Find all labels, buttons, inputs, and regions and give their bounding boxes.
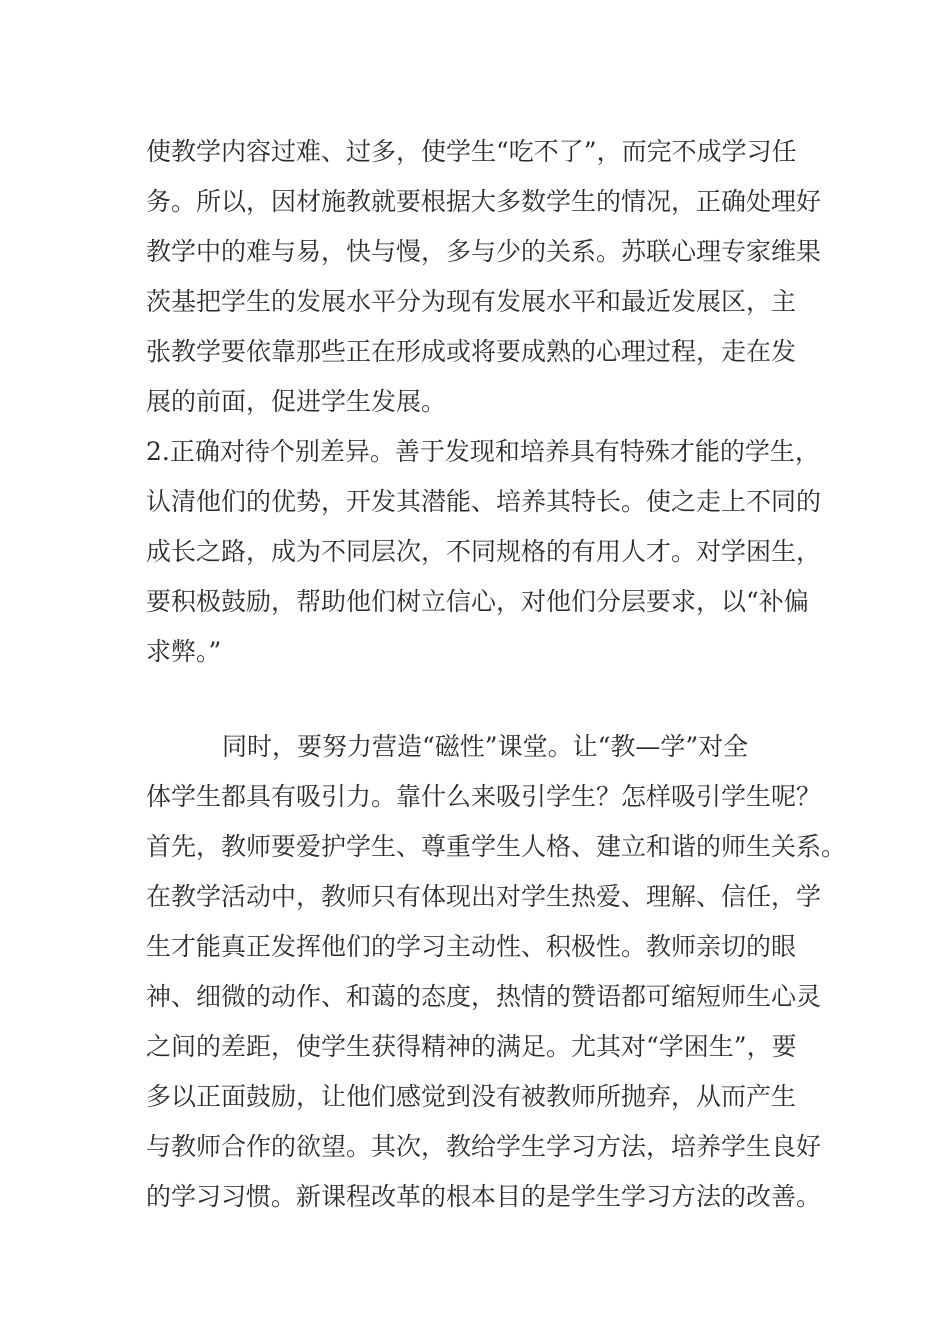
- text-line: 务。所以，因材施教就要根据大多数学生的情况，正确处理好: [146, 187, 822, 216]
- text-line: 多以正面鼓励，让他们感觉到没有被教师所抛弃，从而产生: [146, 1082, 797, 1111]
- text-line: 张教学要依靠那些正在形成或将要成熟的心理过程，走在发: [146, 337, 797, 366]
- text-line: 之间的差距，使学生获得精神的满足。尤其对“学困生”，要: [146, 1032, 797, 1061]
- text-line: 生才能真正发挥他们的学习主动性、积极性。教师亲切的眼: [146, 932, 797, 961]
- text-line: 在教学活动中，教师只有体现出对学生热爱、理解、信任，学: [146, 882, 822, 911]
- text-line: 体学生都具有吸引力。靠什么来吸引学生？怎样吸引学生呢？: [146, 782, 822, 811]
- text-line: 教学中的难与易，快与慢，多与少的关系。苏联心理专家维果: [146, 237, 822, 266]
- text-line: 首先，教师要爱护学生、尊重学生人格、建立和谐的师生关系。: [146, 832, 847, 861]
- text-line: 使教学内容过难、过多，使学生“吃不了”，而完不成学习任: [146, 137, 797, 166]
- text-line: 与教师合作的欲望。其次，教给学生学习方法，培养学生良好: [146, 1132, 822, 1161]
- text-line: 要积极鼓励，帮助他们树立信心，对他们分层要求，以“补偏: [146, 587, 809, 616]
- text-line-indented: 同时，要努力营造“磁性”课堂。让“教—学”对全: [222, 732, 749, 761]
- text-line: 成长之路，成为不同层次，不同规格的有用人才。对学困生，: [146, 537, 822, 566]
- text-line: 展的前面，促进学生发展。: [146, 387, 447, 416]
- text-line: 的学习习惯。新课程改革的根本目的是学生学习方法的改善。: [146, 1182, 822, 1211]
- text-line: 认清他们的优势，开发其潜能、培养其特长。使之走上不同的: [146, 487, 822, 516]
- text-line: 茨基把学生的发展水平分为现有发展水平和最近发展区，主: [146, 287, 797, 316]
- paragraph-section-2: [146, 722, 847, 1222]
- text-line: 神、细微的动作、和蔼的态度，热情的赞语都可缩短师生心灵: [146, 982, 822, 1011]
- text-line: 求弊。”: [146, 637, 222, 666]
- paragraph-section-1: [146, 127, 836, 677]
- text-line: 2.正确对待个别差异。善于发现和培养具有特殊才能的学生，: [146, 437, 820, 466]
